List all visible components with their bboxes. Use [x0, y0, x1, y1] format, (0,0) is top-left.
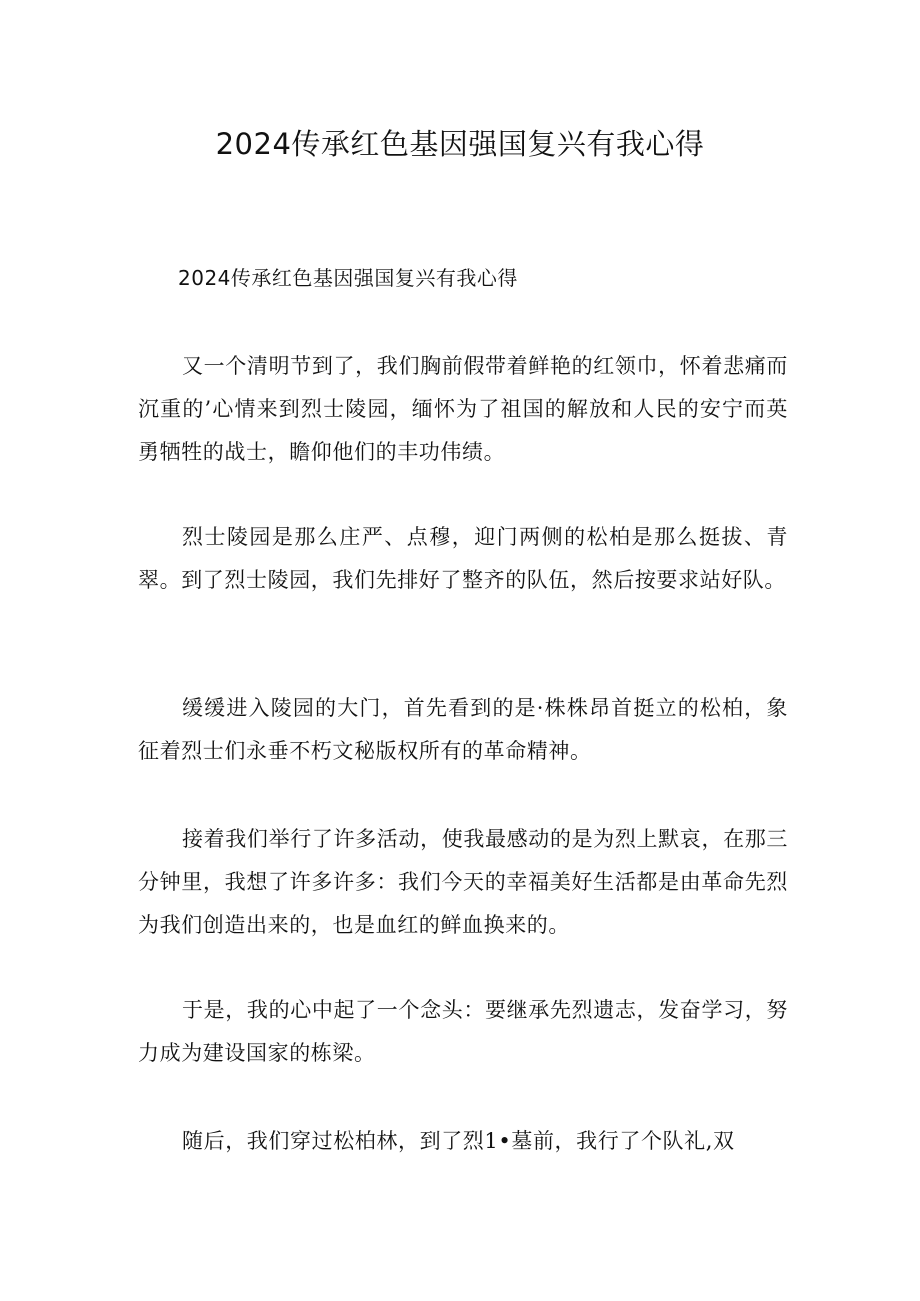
paragraph-5: 于是，我的心中起了一个念头：要继承先烈遗志，发奋学习，努力成为建设国家的栋梁。	[138, 998, 788, 1065]
paragraph-2: 烈士陵园是那么庄严、点穆，迎门两侧的松柏是那么挺拔、青翠。到了烈士陵园，我们先排好了整齐的队伍，然后按要求站好队。	[138, 525, 788, 592]
document-subtitle: 2024传承红色基因强国复兴有我心得	[178, 266, 518, 290]
paragraph-4: 接着我们举行了许多活动，使我最感动的是为烈上默哀，在那三分钟里，我想了许多许多：我们今天的幸福美好生活都是由革命先烈为我们创造出来的，也是血红的鲜血换来的。	[138, 827, 788, 937]
paragraph-3: 缓缓进入陵园的大门，首先看到的是·株株昂首挺立的松柏，象征着烈士们永垂不朽文秘版权所有的革命精神。	[138, 696, 788, 763]
paragraph-6: 随后，我们穿过松柏林，到了烈1•墓前，我行了个队礼,双	[182, 1129, 735, 1153]
document-title: 2024传承红色基因强国复兴有我心得	[215, 127, 705, 161]
paragraph-1: 又一个清明节到了，我们胸前假带着鲜艳的红领巾，怀着悲痛而沉重的’心情来到烈士陵园，缅怀为了祖国的解放和人民的安宁而英勇牺牲的战士，瞻仰他们的丰功伟绩。	[138, 354, 788, 464]
